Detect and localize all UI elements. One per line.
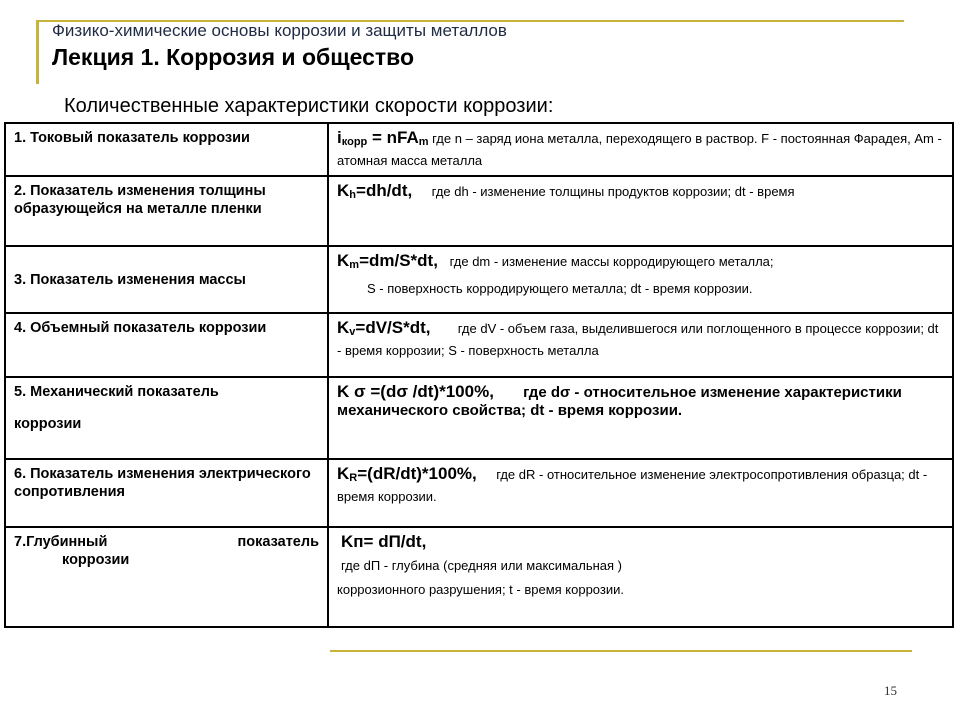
formula-description: где dσ - относительное изменение характеристики механического свойства; dt - время коррозии. bbox=[337, 384, 902, 419]
formula: $K_h=dh/dt$, bbox=[337, 181, 413, 201]
row-name: 6. Показатель изменения электрического сопротивления bbox=[5, 459, 328, 527]
formula: Kп= dП/dt, bbox=[341, 532, 427, 551]
formula-description: где dh - изменение толщины продуктов коррозии; dt - время bbox=[431, 184, 795, 199]
table-row bbox=[5, 377, 953, 459]
header-accent-bar bbox=[36, 20, 39, 84]
row-content bbox=[328, 123, 953, 176]
formula: $i_{корр} = nFA_m$ bbox=[337, 128, 429, 148]
formula: K σ =(dσ /dt)*100%, bbox=[337, 382, 494, 401]
formula: $K_m=dm/S*dt$, bbox=[337, 251, 438, 271]
corrosion-rate-table bbox=[4, 122, 954, 628]
section-title: Количественные характеристики скорости коррозии: bbox=[64, 95, 554, 117]
row-name: 3. Показатель изменения массы bbox=[5, 246, 328, 313]
page-title: Лекция 1. Коррозия и общество bbox=[52, 44, 415, 70]
row-content bbox=[328, 377, 953, 459]
row-content bbox=[328, 459, 953, 527]
table-row bbox=[5, 246, 953, 313]
table-row bbox=[5, 527, 953, 627]
table-row bbox=[5, 176, 953, 246]
formula-description-continued: коррозионного разрушения; t - время коррозии. bbox=[337, 582, 624, 597]
formula-description-continued: S - поверхность корродирующего металла; dt - время коррозии. bbox=[367, 281, 753, 296]
table-row bbox=[5, 123, 953, 176]
formula-description: где dm - изменение массы корродирующего металла; bbox=[449, 254, 774, 269]
row-content bbox=[328, 246, 953, 313]
row-name: 1. Токовый показатель коррозии bbox=[5, 123, 328, 176]
row-content bbox=[328, 176, 953, 246]
formula: $K_R=(dR/dt)*100\%$, bbox=[337, 464, 477, 484]
page-number: 15 bbox=[884, 683, 897, 698]
table-row bbox=[5, 313, 953, 377]
formula-description: где dV - объем газа, выделившегося или поглощенного в процессе коррозии; dt - время коррозии; S - поверхность металла bbox=[337, 321, 939, 358]
formula-description: где dR - относительное изменение электросопротивления образца; dt - время коррозии. bbox=[337, 467, 928, 504]
row-name: 5. Механический показатель коррозии bbox=[5, 377, 328, 459]
row-name: 2. Показатель изменения толщины образующейся на металле пленки bbox=[5, 176, 328, 246]
footer-accent-line bbox=[330, 650, 912, 652]
header-subtitle: Физико-химические основы коррозии и защиты металлов bbox=[52, 21, 507, 40]
row-name: 7.Глубинный показатель коррозии bbox=[5, 527, 328, 627]
row-content bbox=[328, 313, 953, 377]
formula-description: где dП - глубина (средняя или максимальная ) bbox=[341, 558, 622, 573]
row-content bbox=[328, 527, 953, 627]
table-row bbox=[5, 459, 953, 527]
formula: $K_v=dV/S*dt$, bbox=[337, 318, 431, 338]
formula-description: где n – заряд иона металла, переходящего в раствор. F - постоянная Фарадея, Am - атомная масса металла bbox=[337, 131, 942, 168]
row-name: 4. Объемный показатель коррозии bbox=[5, 313, 328, 377]
